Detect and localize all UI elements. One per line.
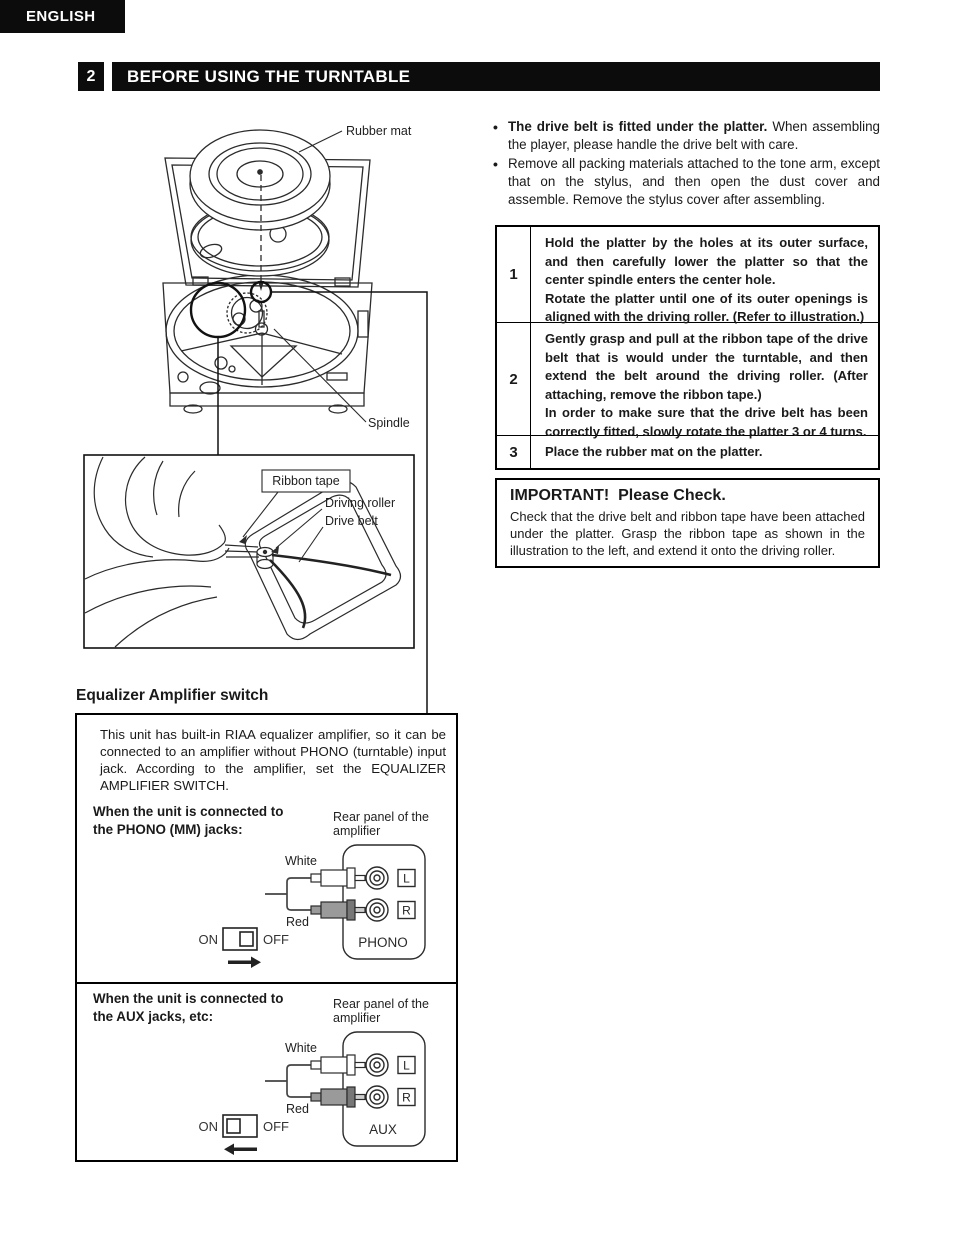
red-plug: [311, 1087, 365, 1107]
cable: [265, 878, 311, 910]
turntable-illustration: [75, 105, 460, 715]
bullet-marker: •: [493, 119, 498, 135]
red-cable-label: Red: [286, 1102, 309, 1116]
cable: [265, 1065, 311, 1097]
belt-detail-box: [84, 455, 414, 648]
table-row: [497, 322, 878, 439]
white-plug: [311, 868, 365, 888]
jack-right-letter: R: [402, 1090, 411, 1105]
aux-connection-diagram: [190, 994, 450, 1164]
important-box: [495, 478, 880, 568]
table-row: [497, 435, 878, 468]
red-plug: [311, 900, 365, 920]
rear-panel-label: Rear panel of the: [333, 997, 429, 1011]
step-paragraph: Hold the platter by the holes at its outer surface, and then carefully lower the platter so that the center spindle enters the center hole.: [545, 235, 868, 287]
white-cable-label: White: [285, 1041, 317, 1055]
svg-text:amplifier: amplifier: [333, 824, 381, 838]
equalizer-box: [75, 713, 458, 1162]
steps-table: [495, 225, 880, 470]
page-title: BEFORE USING THE TURNTABLE: [112, 62, 880, 91]
note-item: [493, 118, 880, 154]
table-row: [497, 227, 878, 322]
notes-list: [493, 118, 880, 210]
on-label: ON: [198, 1119, 218, 1134]
off-label: OFF: [263, 1119, 289, 1134]
drive-belt-label: Drive belt: [325, 514, 378, 528]
jack-left-letter: L: [403, 871, 410, 886]
bullet-marker: •: [493, 156, 498, 172]
white-plug: [311, 1055, 365, 1075]
important-title: IMPORTANT! Please Check.: [510, 487, 726, 504]
on-label: ON: [198, 932, 218, 947]
arrow-left-icon: [224, 1144, 257, 1156]
step-number: 2: [497, 323, 531, 435]
switch-knob: [227, 1119, 240, 1133]
section-divider: [77, 982, 456, 984]
panel-name-label: AUX: [369, 1122, 397, 1137]
step-paragraph: Gently grasp and pull at the ribbon tape of the drive belt that is would under the turntable, and then extend the belt around the driving roller. (After attaching, remove the ribbon tape.): [545, 331, 868, 402]
arrow-right-icon: [228, 957, 261, 969]
rubber-mat-label: Rubber mat: [346, 124, 412, 138]
white-cable-label: White: [285, 854, 317, 868]
note-lead: The drive belt is fitted under the platter.: [508, 119, 768, 134]
jack-left-letter: L: [403, 1058, 410, 1073]
section-number: 2: [78, 62, 104, 91]
ribbon-tape-label: Ribbon tape: [272, 474, 340, 488]
note-item: [493, 155, 880, 209]
spindle-label: Spindle: [368, 416, 410, 430]
step-number: 3: [497, 436, 531, 468]
red-cable-label: Red: [286, 915, 309, 929]
driving-roller-label: Driving roller: [325, 496, 396, 510]
switch-knob: [240, 932, 253, 946]
language-tag: ENGLISH: [0, 0, 125, 33]
phono-connection-diagram: [190, 807, 450, 977]
step-paragraph: Rotate the platter until one of its outer openings is aligned with the driving roller. (Refer to illustration.): [545, 290, 868, 324]
equalizer-intro: This unit has built-in RIAA equalizer amplifier, so it can be connected to an amplifier without PHONO (turntable) input jack. According to the amplifier, set the EQUALIZER AMPLIFIER SWITCH.: [100, 727, 446, 793]
step-paragraph: Place the rubber mat on the platter.: [545, 443, 763, 459]
step-paragraph: In order to make sure that the drive belt has been correctly fitted, slowly rotate the platter 3 or 4 turns.: [545, 405, 868, 439]
off-label: OFF: [263, 932, 289, 947]
driving-roller-callout-circle: [191, 283, 245, 337]
jack-left: [366, 867, 388, 889]
jack-right: [366, 899, 388, 921]
phono-caption: When the unit is connected to the PHONO (MM) jacks:: [93, 804, 284, 837]
note-text: Remove all packing materials attached to the tone arm, except that on the stylus, and then open the dust cover and assemble. Remove the stylus cover after assembling.: [508, 156, 880, 207]
aux-caption: When the unit is connected to the AUX jacks, etc:: [93, 991, 284, 1024]
step-number: 1: [497, 227, 531, 322]
panel-name-label: PHONO: [358, 935, 408, 950]
important-body: Check that the drive belt and ribbon tape have been attached under the platter. Grasp the ribbon tape as shown in the illustration to the left, and extend it onto the driving roller.: [510, 509, 865, 558]
rear-panel-label: Rear panel of the: [333, 810, 429, 824]
note-text: When assembling the player, please handle the drive belt with care.: [508, 119, 880, 152]
equalizer-heading: Equalizer Amplifier switch: [76, 687, 269, 704]
jack-right-letter: R: [402, 903, 411, 918]
svg-text:amplifier: amplifier: [333, 1011, 381, 1025]
